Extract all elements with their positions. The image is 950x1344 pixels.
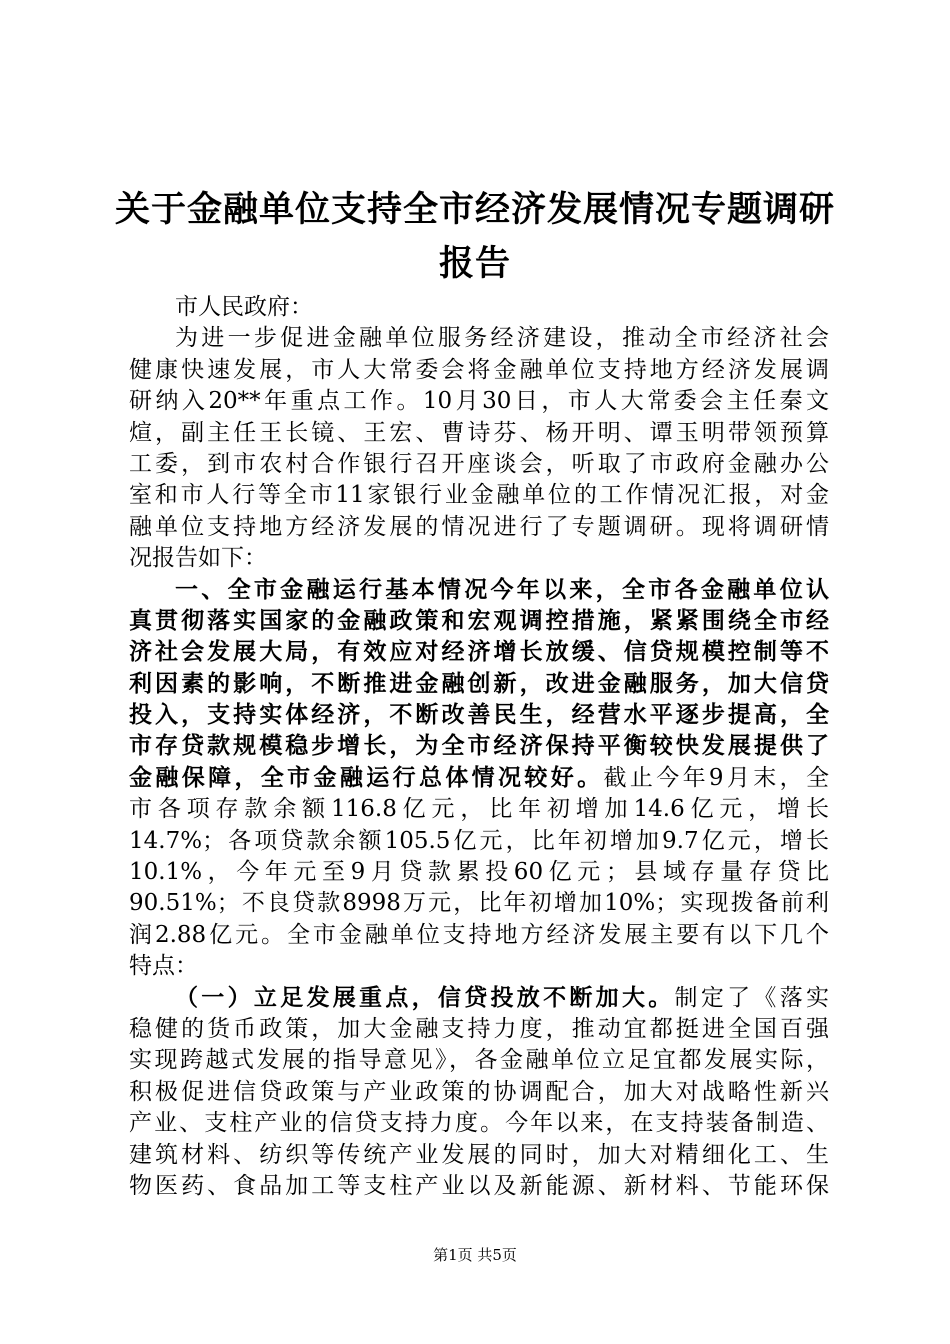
text-segment: 制定了《落实	[674, 984, 830, 1011]
document-title	[100, 183, 850, 291]
text-line	[129, 606, 829, 637]
title-line-2: 报告	[438, 244, 511, 284]
text-line	[129, 386, 829, 417]
text-line	[129, 1140, 829, 1171]
text-line	[129, 512, 829, 543]
text-line	[129, 700, 829, 731]
text-line	[129, 763, 829, 794]
text-line	[129, 1014, 829, 1045]
text-segment: 积极促进信贷政策与产业政策的协调配合，加大对战略性新兴	[129, 1078, 829, 1105]
text-line	[129, 826, 829, 857]
bold-text-segment: 真贯彻落实国家的金融政策和宏观调控措施，紧紧围绕全市经	[129, 607, 829, 634]
text-segment: 市人民政府：	[175, 294, 313, 320]
bold-text-segment: 市存贷款规模稳步增长，为全市经济保持平衡较快发展提供了	[129, 733, 829, 760]
text-line	[129, 292, 829, 323]
text-segment: 为进一步促进金融单位服务经济建设，推动全市经济社会	[175, 325, 829, 352]
text-line	[129, 794, 829, 825]
text-segment: 况报告如下：	[129, 545, 267, 572]
text-line	[129, 857, 829, 888]
text-line	[129, 1171, 829, 1202]
text-line	[129, 983, 829, 1014]
text-segment: 90.51%；不良贷款8998万元，比年初增加10%；实现拨备前利	[129, 890, 829, 917]
text-segment: 10.1%，今年元至9月贷款累投60亿元；县域存量存贷比	[129, 859, 829, 886]
text-segment: 实现跨越式发展的指导意见》，各金融单位立足宜都发展实际，	[129, 1047, 829, 1074]
text-segment: 产业、支柱产业的信贷支持力度。今年以来，在支持装备制造、	[129, 1110, 829, 1137]
text-segment: 市各项存款余额116.8亿元，比年初增加14.6亿元，增长	[129, 796, 829, 823]
text-line	[129, 575, 829, 606]
text-segment: 润2.88亿元。全市金融单位支持地方经济发展主要有以下几个	[129, 921, 829, 948]
text-segment: 特点：	[129, 953, 198, 980]
text-line	[129, 1045, 829, 1076]
text-line	[129, 951, 829, 982]
bold-text-segment: 一、全市金融运行基本情况今年以来，全市各金融单位认	[175, 576, 829, 603]
text-segment: 截止今年9月末，全	[603, 764, 829, 791]
text-segment: 煊，副主任王长镜、王宏、曹诗芬、杨开明、谭玉明带领预算	[129, 419, 829, 446]
text-line	[129, 1077, 829, 1108]
text-line	[129, 920, 829, 951]
text-line	[129, 418, 829, 449]
text-segment: 室和市人行等全市11家银行业金融单位的工作情况汇报，对金	[129, 482, 829, 509]
page-footer: 第1页 共5页	[433, 1246, 517, 1264]
text-line	[129, 637, 829, 668]
text-segment: 研纳入20**年重点工作。10月30日，市人大常委会主任秦文	[129, 388, 829, 415]
bold-text-segment: 济社会发展大局，有效应对经济增长放缓、信贷规模控制等不	[129, 639, 829, 666]
text-segment: 健康快速发展，市人大常委会将金融单位支持地方经济发展调	[129, 356, 829, 383]
bold-text-segment: 金融保障，全市金融运行总体情况较好。	[129, 764, 604, 791]
text-segment: 稳健的货币政策，加大金融支持力度，推动宜都挺进全国百强	[129, 1015, 829, 1042]
text-segment: 建筑材料、纺织等传统产业发展的同时，加大对精细化工、生	[129, 1141, 829, 1168]
text-segment: 物医药、食品加工等支柱产业以及新能源、新材料、节能环保	[129, 1172, 829, 1199]
text-line	[129, 543, 829, 574]
text-segment: 14.7%；各项贷款余额105.5亿元，比年初增加9.7亿元，增长	[129, 827, 829, 854]
text-line	[129, 323, 829, 354]
text-line	[129, 480, 829, 511]
text-segment: 融单位支持地方经济发展的情况进行了专题调研。现将调研情	[129, 513, 829, 540]
bold-text-segment: 利因素的影响，不断推进金融创新，改进金融服务，加大信贷	[129, 670, 829, 697]
document-body	[129, 292, 829, 1202]
text-line	[129, 669, 829, 700]
text-line	[129, 888, 829, 919]
text-line	[129, 1108, 829, 1139]
text-line	[129, 449, 829, 480]
bold-text-segment: 投入，支持实体经济，不断改善民生，经营水平逐步提高，全	[129, 702, 829, 729]
text-line	[129, 731, 829, 762]
text-segment: 工委，到市农村合作银行召开座谈会，听取了市政府金融办公	[129, 450, 829, 477]
text-line	[129, 355, 829, 386]
title-line-1: 关于金融单位支持全市经济发展情况专题调研	[114, 190, 835, 230]
bold-text-segment: （一）立足发展重点，信贷投放不断加大。	[175, 984, 675, 1011]
